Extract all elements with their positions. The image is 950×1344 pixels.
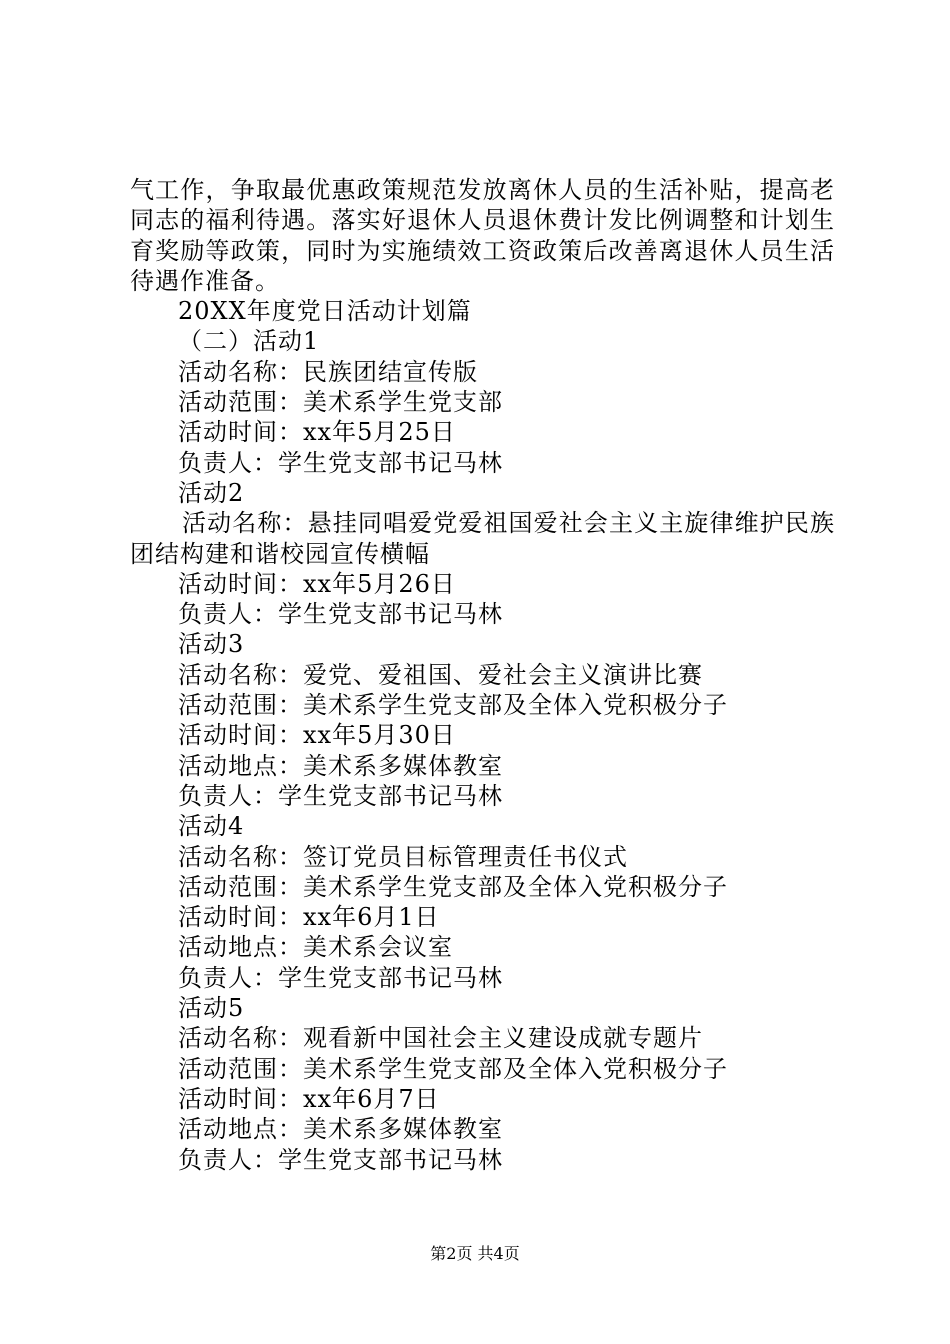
activity-1-owner: 负责人：学生党支部书记马林 (178, 448, 503, 477)
activity-4-name: 活动名称：签订党员目标管理责任书仪式 (178, 842, 628, 871)
document-body (130, 175, 835, 1175)
activity-5-location: 活动地点：美术系多媒体教室 (178, 1115, 503, 1144)
activity-3-scope: 活动范围：美术系学生党支部及全体入党积极分子 (178, 691, 728, 720)
activity-2-name: 活动名称：悬挂同唱爱党爱祖国爱社会主义主旋律维护民族团结构建和谐校园宣传横幅 (130, 509, 835, 568)
activity-5-time: 活动时间：xx年6月7日 (178, 1084, 440, 1113)
activity-3-name: 活动名称：爱党、爱祖国、爱社会主义演讲比赛 (178, 660, 703, 689)
activity-1-time: 活动时间：xx年5月25日 (178, 418, 456, 447)
section-heading: 20XX年度党日活动计划篇 (178, 297, 472, 326)
activity-4-scope: 活动范围：美术系学生党支部及全体入党积极分子 (178, 872, 728, 901)
activity-4-heading: 活动4 (178, 812, 245, 841)
activity-1-scope: 活动范围：美术系学生党支部 (178, 388, 503, 417)
activity-3-heading: 活动3 (178, 630, 245, 659)
activity-5-owner: 负责人：学生党支部书记马林 (178, 1145, 503, 1174)
activity-3-owner: 负责人：学生党支部书记马林 (178, 781, 503, 810)
activity-1-name: 活动名称：民族团结宣传版 (178, 357, 478, 386)
activity-2-time: 活动时间：xx年5月26日 (178, 569, 456, 598)
paragraph-continuation: 气工作，争取最优惠政策规范发放离休人员的生活补贴，提高老同志的福利待遇。落实好退休人员退休费计发比例调整和计划生育奖励等政策，同时为实施绩效工资政策后改善离退休人员生活待遇作准备。 (130, 176, 835, 295)
activity-2-owner: 负责人：学生党支部书记马林 (178, 600, 503, 629)
activity-4-time: 活动时间：xx年6月1日 (178, 903, 440, 932)
page-number-label: 第2页 共4页 (430, 1244, 520, 1263)
activity-4-location: 活动地点：美术系会议室 (178, 933, 453, 962)
activity-3-time: 活动时间：xx年5月30日 (178, 721, 456, 750)
activity-5-heading: 活动5 (178, 994, 245, 1023)
activity-2-heading: 活动2 (178, 478, 245, 507)
activity-1-heading: （二）活动1 (178, 327, 320, 356)
activity-4-owner: 负责人：学生党支部书记马林 (178, 963, 503, 992)
activity-5-name: 活动名称：观看新中国社会主义建设成就专题片 (178, 1024, 703, 1053)
page-footer (0, 1244, 950, 1264)
activity-3-location: 活动地点：美术系多媒体教室 (178, 751, 503, 780)
activity-5-scope: 活动范围：美术系学生党支部及全体入党积极分子 (178, 1054, 728, 1083)
